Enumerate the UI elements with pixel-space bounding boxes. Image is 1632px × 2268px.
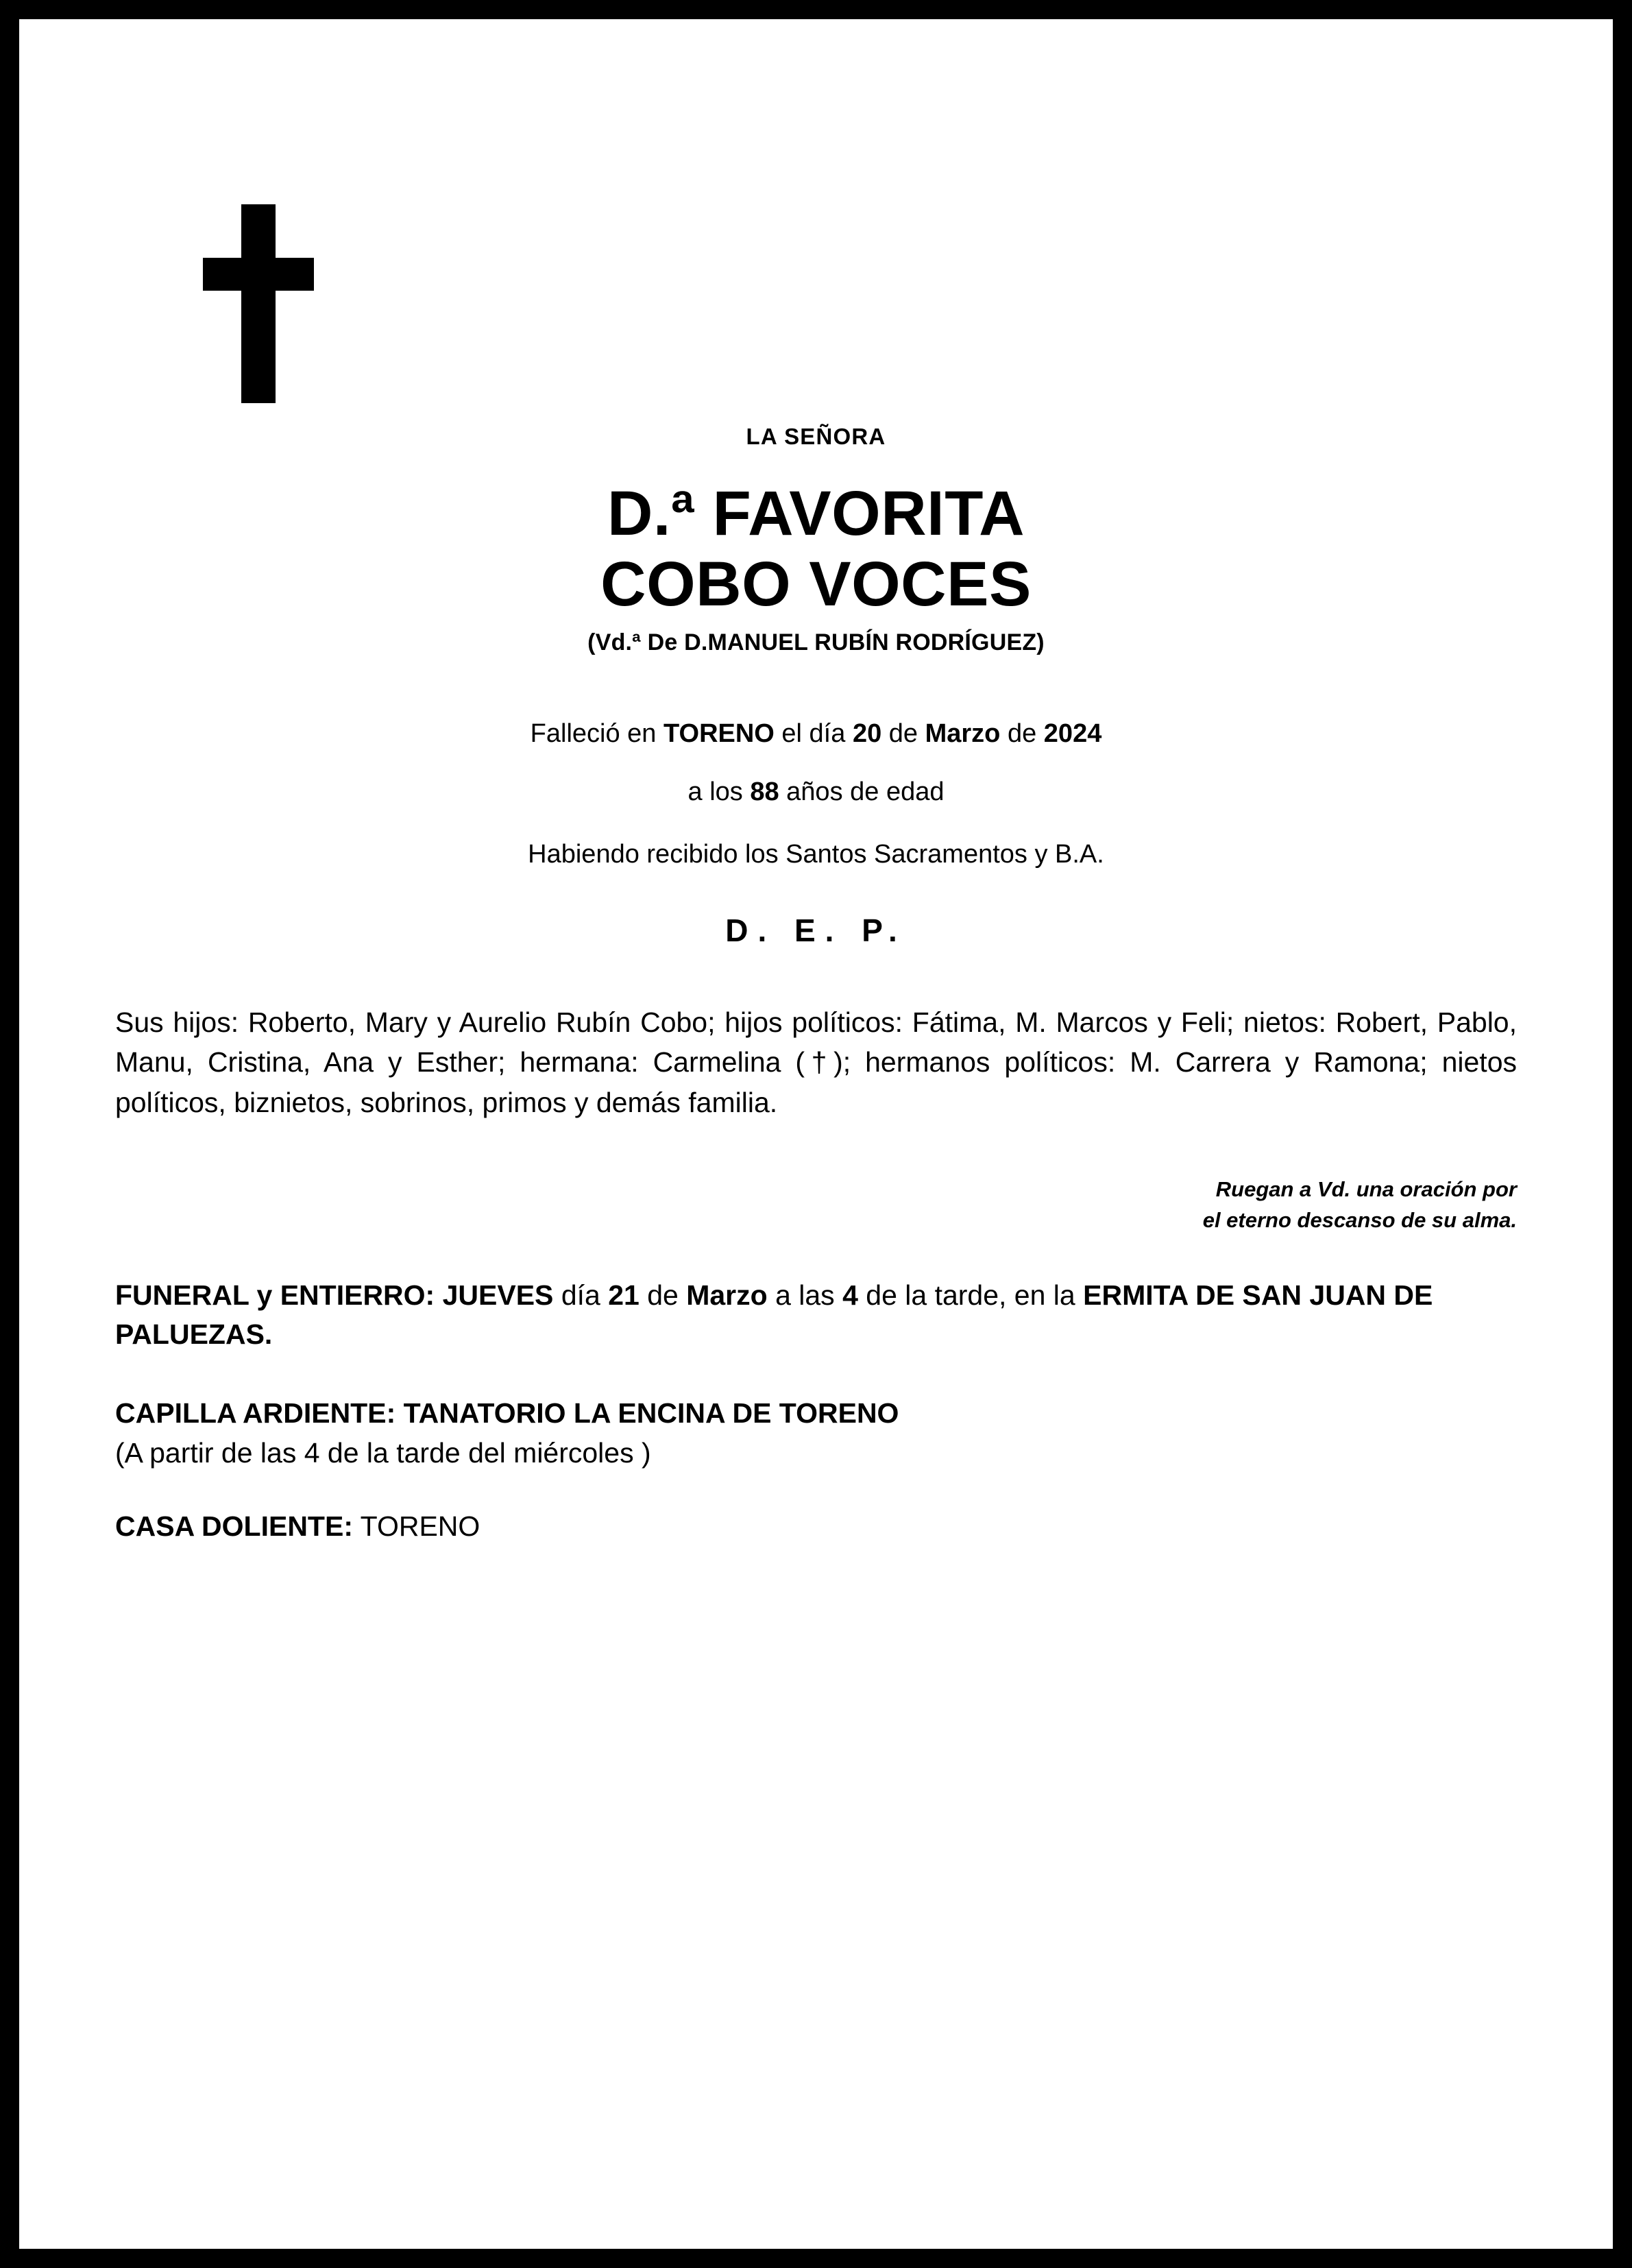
funeral-month: Marzo — [686, 1279, 768, 1311]
death-of-2: de — [1000, 719, 1044, 749]
funeral-weekday: JUEVES — [435, 1279, 554, 1311]
deceased-name-line-2: COBO VOCES — [600, 549, 1032, 620]
funeral-time-suffix: de la tarde — [857, 1279, 999, 1311]
death-line — [115, 719, 1517, 749]
funeral-label: FUNERAL y ENTIERRO: — [115, 1279, 435, 1311]
preheading: LA SEÑORA — [746, 424, 886, 449]
funeral-place: ERMITA DE SAN JUAN DE PALUEZAS — [115, 1279, 1433, 1350]
chapel-note: (A partir de las 4 de la tarde del miércoles ) — [115, 1436, 651, 1469]
chapel-label: CAPILLA ARDIENTE: — [115, 1397, 396, 1429]
deceased-name-line-1: D.ª FAVORITA — [607, 479, 1025, 548]
funeral-day: 21 — [608, 1279, 640, 1311]
death-prefix: Falleció en — [530, 719, 663, 749]
death-of-1: de — [881, 719, 925, 749]
home-info — [115, 1507, 1517, 1546]
chapel-info — [115, 1394, 1517, 1473]
age-prefix: a los — [687, 777, 751, 807]
death-day: 20 — [852, 719, 882, 749]
age-value: 88 — [750, 777, 779, 807]
funeral-time-prefix: a las — [767, 1279, 843, 1311]
prayer-line-2: el eterno descanso de su alma. — [1202, 1207, 1517, 1232]
sacraments-line: Habiendo recibido los Santos Sacramentos y B.A. — [528, 840, 1104, 869]
funeral-info — [115, 1276, 1517, 1355]
chapel-main-line — [115, 1394, 1517, 1433]
obituary-card — [12, 12, 1620, 2256]
death-month: Marzo — [925, 719, 1001, 749]
funeral-place-prefix: , en la — [999, 1279, 1084, 1311]
obituary-content — [115, 101, 1517, 1547]
age-suffix: años de edad — [779, 777, 945, 807]
death-place: TORENO — [663, 719, 775, 749]
prayer-request — [115, 1174, 1517, 1236]
home-label: CASA DOLIENTE: — [115, 1510, 353, 1543]
dep-line: D. E. P. — [725, 913, 907, 949]
widow-of-line: (Vd.ª De D.MANUEL RUBÍN RODRÍGUEZ) — [587, 629, 1045, 656]
family-list: Sus hijos: Roberto, Mary y Aurelio Rubín Cobo; hijos políticos: Fátima, M. Marcos y Feli; nietos: Robert, Pablo, Manu, Cristina, Ana y Esther; hermana: Carmelina (†); hermanos políticos: M. Carrera y Ramona; nietos políticos, biznietos, sobrinos, primos y demás familia. — [115, 1006, 1517, 1118]
funeral-time: 4 — [842, 1279, 858, 1311]
death-year: 2024 — [1043, 719, 1102, 749]
chapel-value: TANATORIO LA ENCINA DE TORENO — [395, 1397, 899, 1429]
deceased-name — [115, 479, 1517, 620]
funeral-of: de — [639, 1279, 687, 1311]
death-mid: el día — [774, 719, 853, 749]
age-line — [115, 777, 1517, 807]
funeral-period: . — [264, 1318, 273, 1350]
funeral-day-word: día — [553, 1279, 609, 1311]
home-value: TORENO — [352, 1510, 480, 1543]
prayer-line-1: Ruegan a Vd. una oración por — [1215, 1177, 1517, 1201]
